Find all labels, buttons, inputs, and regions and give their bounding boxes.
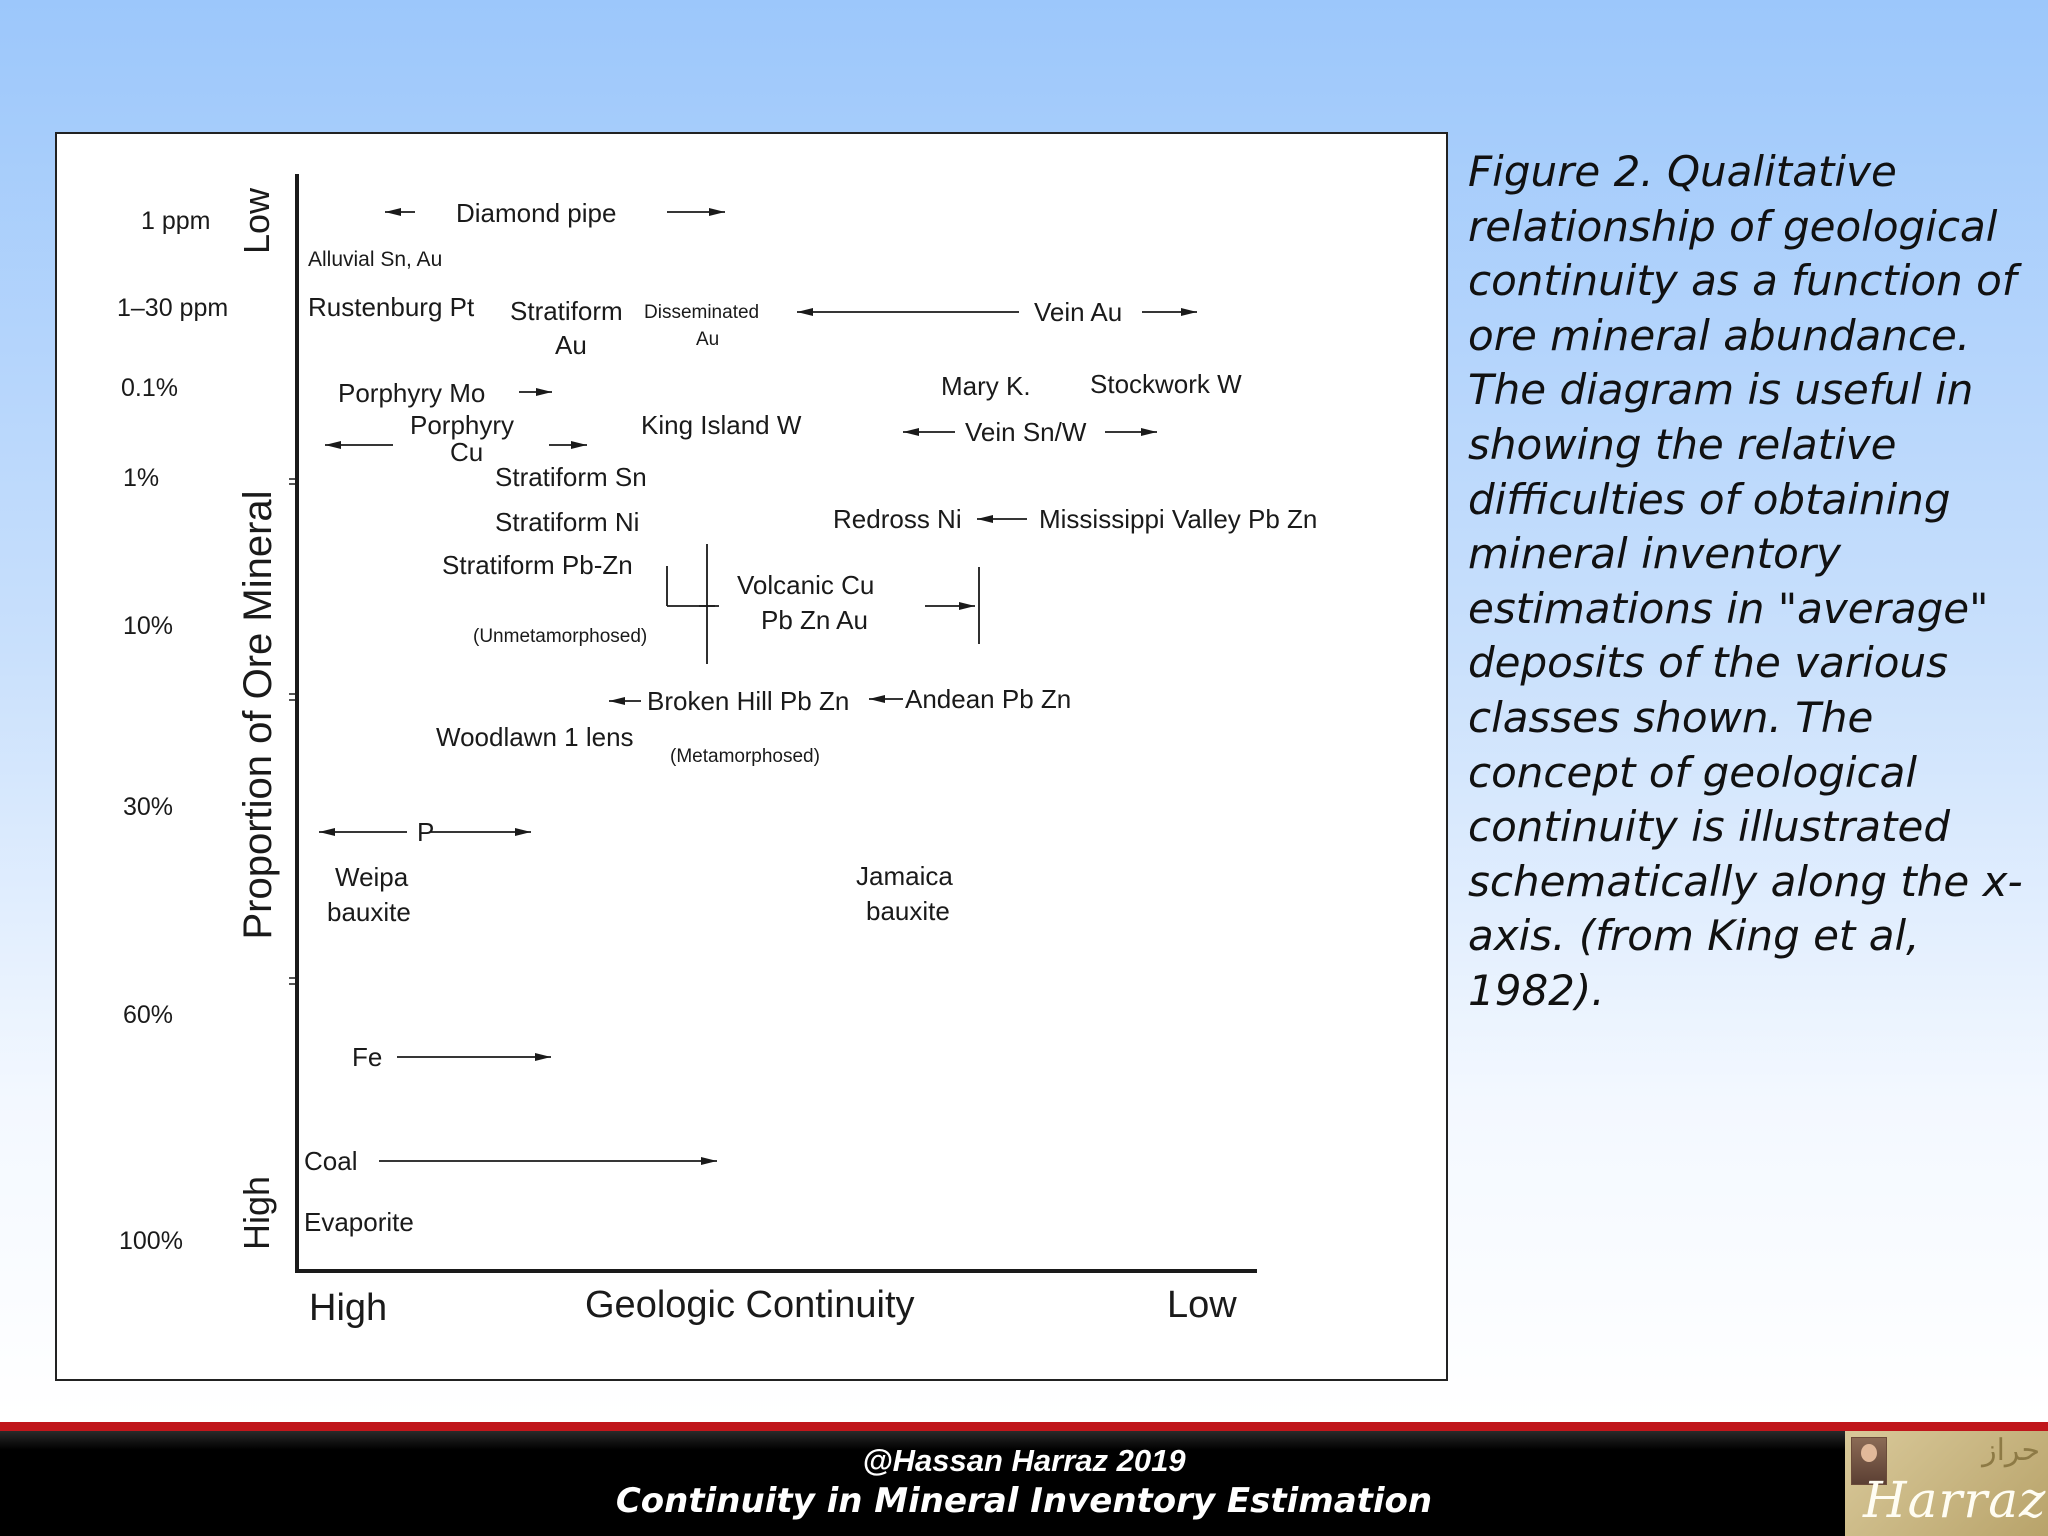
label-metamorphosed: (Metamorphosed) xyxy=(670,746,820,767)
label-mississippi-valley: Mississippi Valley Pb Zn xyxy=(1039,504,1318,534)
label-jamaica: Jamaica xyxy=(856,861,953,891)
harraz-logo xyxy=(1845,1431,2048,1536)
label-rustenburg-pt: Rustenburg Pt xyxy=(308,292,475,322)
p-arrowhead-left xyxy=(319,828,335,836)
footer-title: Continuity in Mineral Inventory Estimation xyxy=(615,1481,1433,1521)
volcanic-right-arrowhead xyxy=(959,602,975,610)
y-tick-10pct: 10% xyxy=(123,612,174,640)
vein-snw-arrowhead-left xyxy=(903,428,919,436)
label-diamond-pipe: Diamond pipe xyxy=(456,198,617,228)
label-evaporite: Evaporite xyxy=(304,1207,414,1237)
vein-au-arrowhead xyxy=(1181,308,1197,316)
y-tick-0-1pct: 0.1% xyxy=(121,374,178,402)
y-tick-60pct: 60% xyxy=(123,1001,174,1029)
y-tick-1ppm: 1 ppm xyxy=(141,207,211,235)
y-tick-1-30ppm: 1–30 ppm xyxy=(117,294,229,322)
figure-panel xyxy=(55,132,1448,1381)
label-redross-ni: Redross Ni xyxy=(833,504,962,534)
label-weipa: Weipa xyxy=(335,862,409,892)
broken-hill-arrowhead xyxy=(609,697,625,705)
label-p: P xyxy=(417,817,435,847)
label-disseminated-2: Au xyxy=(696,329,720,350)
label-weipa-bauxite: bauxite xyxy=(327,897,411,927)
label-stockwork-w: Stockwork W xyxy=(1090,369,1242,399)
label-porphyry-cu-1: Porphyry xyxy=(410,410,515,440)
y-axis-high: High xyxy=(236,1175,277,1251)
andean-arrowhead xyxy=(869,695,885,703)
y-tick-30pct: 30% xyxy=(123,793,174,821)
porphyry-cu-arrowhead-right xyxy=(571,441,587,449)
label-jamaica-bauxite: bauxite xyxy=(866,896,950,926)
y-tick-1pct: 1% xyxy=(123,464,160,492)
y-axis-low: Low xyxy=(236,187,277,255)
label-volcanic-cu: Volcanic Cu xyxy=(737,570,875,600)
label-stratiform-sn: Stratiform Sn xyxy=(495,462,647,492)
continuity-diagram xyxy=(57,134,1446,1379)
label-stratiform-au-2: Au xyxy=(555,330,587,360)
x-axis-low: Low xyxy=(1167,1284,1237,1326)
label-stratiform-ni: Stratiform Ni xyxy=(495,507,640,537)
label-woodlawn: Woodlawn 1 lens xyxy=(436,722,634,752)
label-porphyry-cu-2: Cu xyxy=(450,437,484,467)
label-fe: Fe xyxy=(352,1042,383,1072)
label-andean-pb-zn: Andean Pb Zn xyxy=(905,684,1072,714)
x-axis-high: High xyxy=(309,1287,388,1329)
y-axis-title: Proportion of Ore Mineral xyxy=(236,490,280,940)
p-arrowhead-right xyxy=(515,828,531,836)
porphyry-cu-arrowhead-left xyxy=(325,441,341,449)
redross-arrowhead xyxy=(977,515,993,523)
label-unmetamorphosed: (Unmetamorphosed) xyxy=(473,626,648,647)
label-vein-au: Vein Au xyxy=(1034,297,1123,327)
coal-arrowhead xyxy=(701,1157,717,1165)
label-vein-sn-w: Vein Sn/W xyxy=(965,417,1087,447)
label-stratiform-au-1: Stratiform xyxy=(510,296,623,326)
porphyry-mo-arrowhead xyxy=(536,388,552,396)
label-coal: Coal xyxy=(304,1146,358,1176)
y-tick-100pct: 100% xyxy=(119,1227,183,1255)
footer-author: @Hassan Harraz 2019 xyxy=(862,1443,1186,1478)
label-disseminated-1: Disseminated xyxy=(644,302,760,323)
diamond-pipe-arrowhead-left xyxy=(385,208,401,216)
label-king-island-w: King Island W xyxy=(641,410,802,440)
disseminated-arrowhead xyxy=(797,308,813,316)
vein-snw-arrowhead-right xyxy=(1141,428,1157,436)
label-volcanic-pb-zn-au: Pb Zn Au xyxy=(761,605,868,635)
figure-caption: Figure 2. Qualitative relationship of geological continuity as a function of ore mineral abundance. The diagram is useful in showing the relative difficulties of obtaining mineral inventory estimations in "average" deposits of the various classes shown. The concept of geological continuity is illustrated schematically along the x-axis. (from King et al, 1982). xyxy=(1468,147,2023,1015)
fe-arrowhead xyxy=(535,1053,551,1061)
label-mary-k: Mary K. xyxy=(941,371,1031,401)
label-stratiform-pb-zn: Stratiform Pb-Zn xyxy=(442,550,633,580)
logo-text: Harraz xyxy=(1863,1471,2047,1529)
label-broken-hill: Broken Hill Pb Zn xyxy=(647,686,850,716)
label-alluvial-sn-au: Alluvial Sn, Au xyxy=(308,248,443,271)
x-axis-title: Geologic Continuity xyxy=(585,1284,915,1326)
logo-arabic-text: حراز xyxy=(1982,1433,2040,1468)
diamond-pipe-arrowhead-right xyxy=(709,208,725,216)
label-porphyry-mo: Porphyry Mo xyxy=(338,378,486,408)
footer-accent-line xyxy=(0,1422,2048,1431)
